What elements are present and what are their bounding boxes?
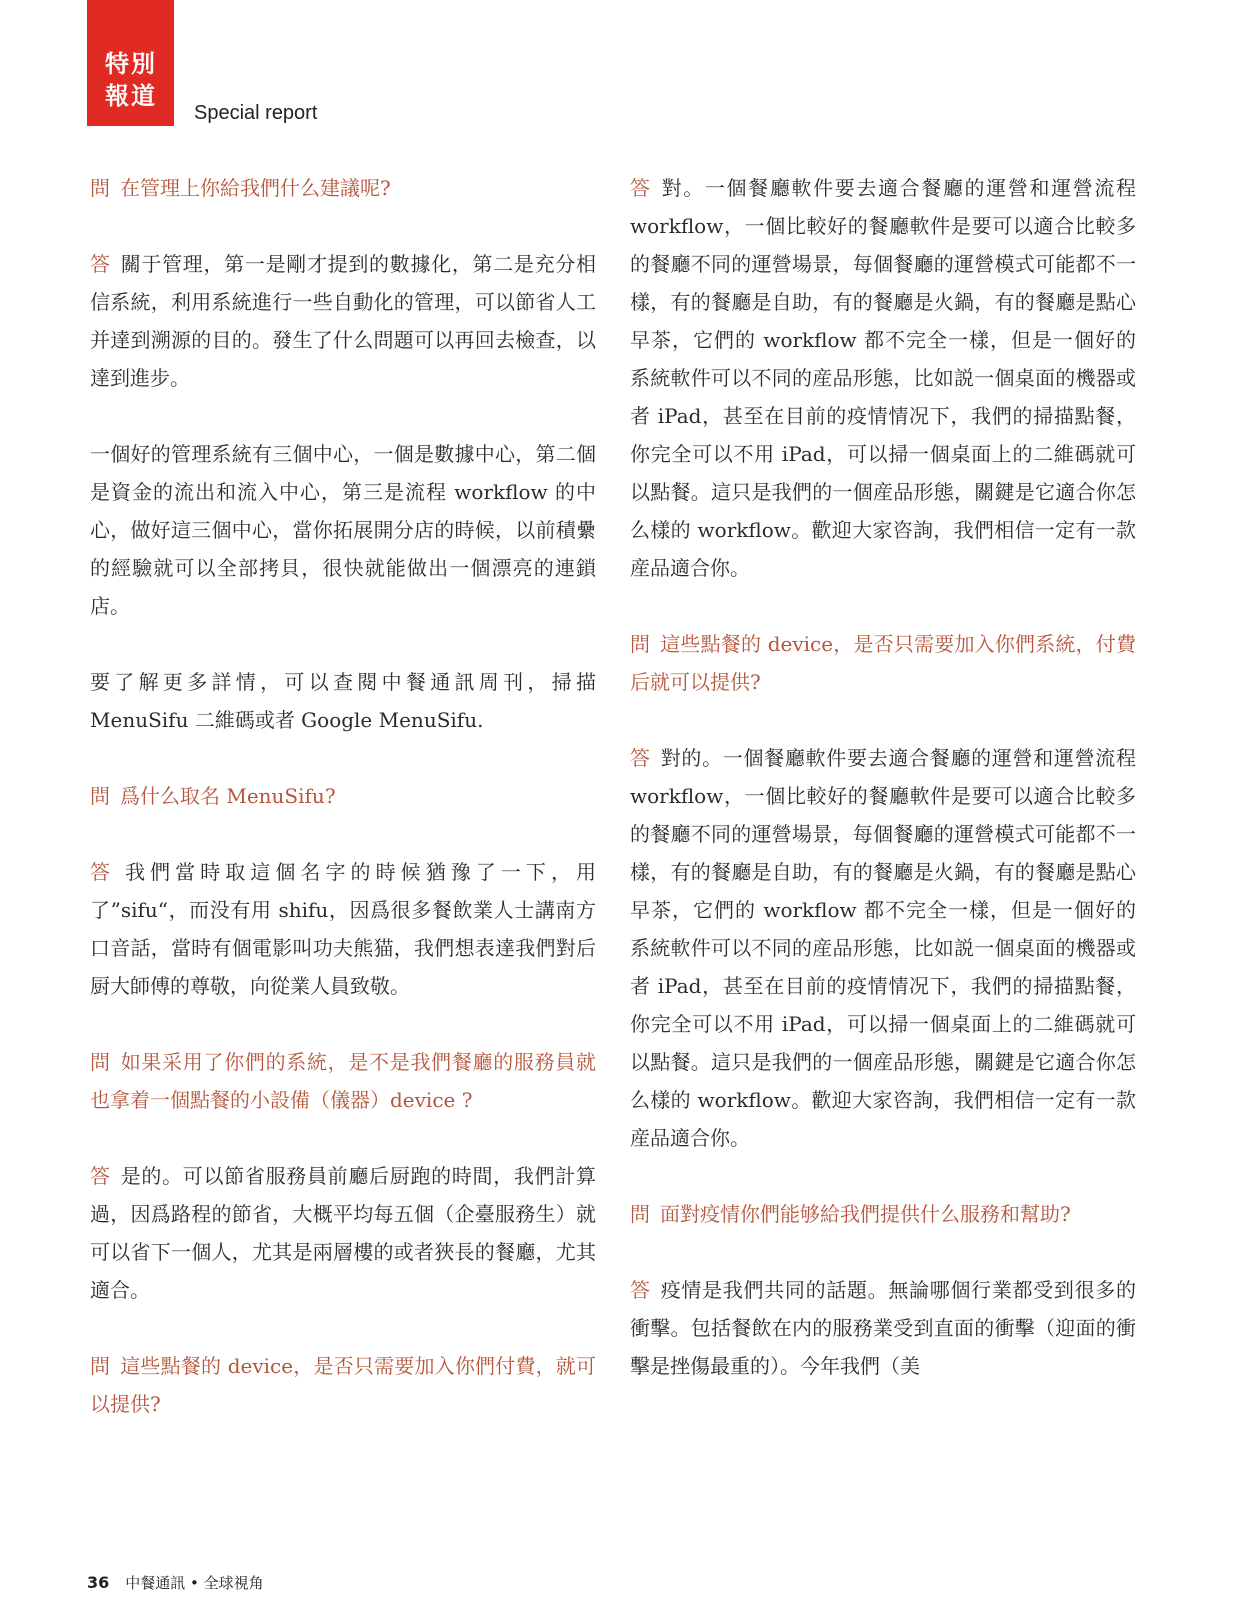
badge-line-2: 報道 [105,82,157,110]
question-marker: 問 [90,1050,111,1074]
answer-paragraph [630,169,1136,587]
answer-text: 關于管理，第一是剛才提到的數據化，第二是充分相信系統，利用系統進行一些自動化的管理，可以節省人工并達到溯源的目的。發生了什么問題可以再回去檢查，以達到進步。 [90,252,597,390]
section-title-english: Special report [194,102,318,124]
question-marker: 問 [630,632,651,656]
question-text: 爲什么取名 MenuSifu? [120,784,336,808]
answer-paragraph [90,245,596,397]
question-marker: 問 [90,1354,111,1378]
answer-paragraph [630,739,1136,1157]
question-paragraph [630,1195,1136,1233]
question-text: 在管理上你給我們什么建議呢? [120,176,391,200]
answer-marker: 答 [90,1164,111,1188]
body-paragraph: 一個好的管理系統有三個中心，一個是數據中心，第二個是資金的流出和流入中心，第三是流程 workflow 的中心，做好這三個中心，當你拓展開分店的時候，以前積纍的經驗就可以全部拷貝，很快就能做出一個漂亮的連鎖店。 [90,442,596,618]
answer-marker: 答 [630,1278,651,1302]
answer-text: 我們當時取這個名字的時候猶豫了一下，用了”sifu“，而没有用 shifu，因爲很多餐飲業人士講南方口音話，當時有個電影叫功夫熊猫，我們想表達我們對后厨大師傅的尊敬，向從業人員致敬。 [90,860,597,998]
page-number: 36 [87,1573,110,1592]
answer-paragraph [90,853,596,1005]
question-paragraph [90,169,596,207]
right-column [630,169,1136,1423]
question-paragraph [90,777,596,815]
answer-marker: 答 [630,176,652,200]
question-text: 這些點餐的 device，是否只需要加入你們系統，付費后就可以提供? [630,632,1137,694]
body-paragraph: 要了解更多詳情，可以查閱中餐通訊周刊，掃描 MenuSifu 二維碼或者 Google MenuSifu. [90,670,596,732]
question-text: 面對疫情你們能够給我們提供什么服務和幫助? [660,1202,1071,1226]
answer-paragraph [90,1157,596,1309]
answer-text: 對的。一個餐廳軟件要去適合餐廳的運營和運營流程 workflow，一個比較好的餐廳軟件是要可以適合比較多的餐廳不同的運營場景，每個餐廳的運營模式可能都不一樣，有的餐廳是自助，有的餐廳是火鍋，有的餐廳是點心早茶，它們的 workflow 都不完全一樣，但是一個好的系統軟件可以不同的産品形態，比如説一個桌面的機器或者 iPad，甚至在目前的疫情情况下，我們的掃描點餐，你完全可以不用 iPad，可以掃一個桌面上的二維碼就可以點餐。這只是我們的一個産品形態，關鍵是它適合你怎么樣的 workflow。歡迎大家咨詢，我們相信一定有一款産品適合你。 [630,746,1137,1150]
badge-line-1: 特別 [105,50,157,78]
question-text: 如果采用了你們的系統，是不是我們餐廳的服務員就也拿着一個點餐的小設備（儀器）device ? [90,1050,597,1112]
answer-marker: 答 [630,746,651,770]
question-paragraph [90,1347,596,1423]
answer-text: 疫情是我們共同的話題。無論哪個行業都受到很多的衝擊。包括餐飲在内的服務業受到直面的衝擊（迎面的衝擊是挫傷最重的）。今年我們（美 [630,1278,1137,1378]
publication-name: 中餐通訊 • 全球視角 [125,1574,264,1592]
question-paragraph [90,1043,596,1119]
question-marker: 問 [90,176,110,200]
answer-marker: 答 [90,860,116,884]
left-column [90,169,596,1461]
question-paragraph [630,625,1136,701]
answer-text: 是的。可以節省服務員前廳后厨跑的時間，我們計算過，因爲路程的節省，大概平均每五個（企臺服務生）就可以省下一個人，尤其是兩層樓的或者狹長的餐廳，尤其適合。 [90,1164,597,1302]
section-badge [87,0,174,126]
question-text: 這些點餐的 device，是否只需要加入你們付費，就可以提供? [90,1354,597,1416]
question-marker: 問 [630,1202,650,1226]
page-footer [87,1572,264,1593]
question-marker: 問 [90,784,110,808]
answer-paragraph [630,1271,1136,1385]
answer-marker: 答 [90,252,111,276]
answer-text: 對。一個餐廳軟件要去適合餐廳的運營和運營流程 workflow，一個比較好的餐廳軟件是要可以適合比較多的餐廳不同的運營場景，每個餐廳的運營模式可能都不一樣，有的餐廳是自助，有的餐廳是火鍋，有的餐廳是點心早茶，它們的 workflow 都不完全一樣，但是一個好的系統軟件可以不同的産品形態，比如説一個桌面的機器或者 iPad，甚至在目前的疫情情况下，我們的掃描點餐，你完全可以不用 iPad，可以掃一個桌面上的二維碼就可以點餐。這只是我們的一個産品形態，關鍵是它適合你怎么樣的 workflow。歡迎大家咨詢，我們相信一定有一款産品適合你。 [630,176,1137,580]
